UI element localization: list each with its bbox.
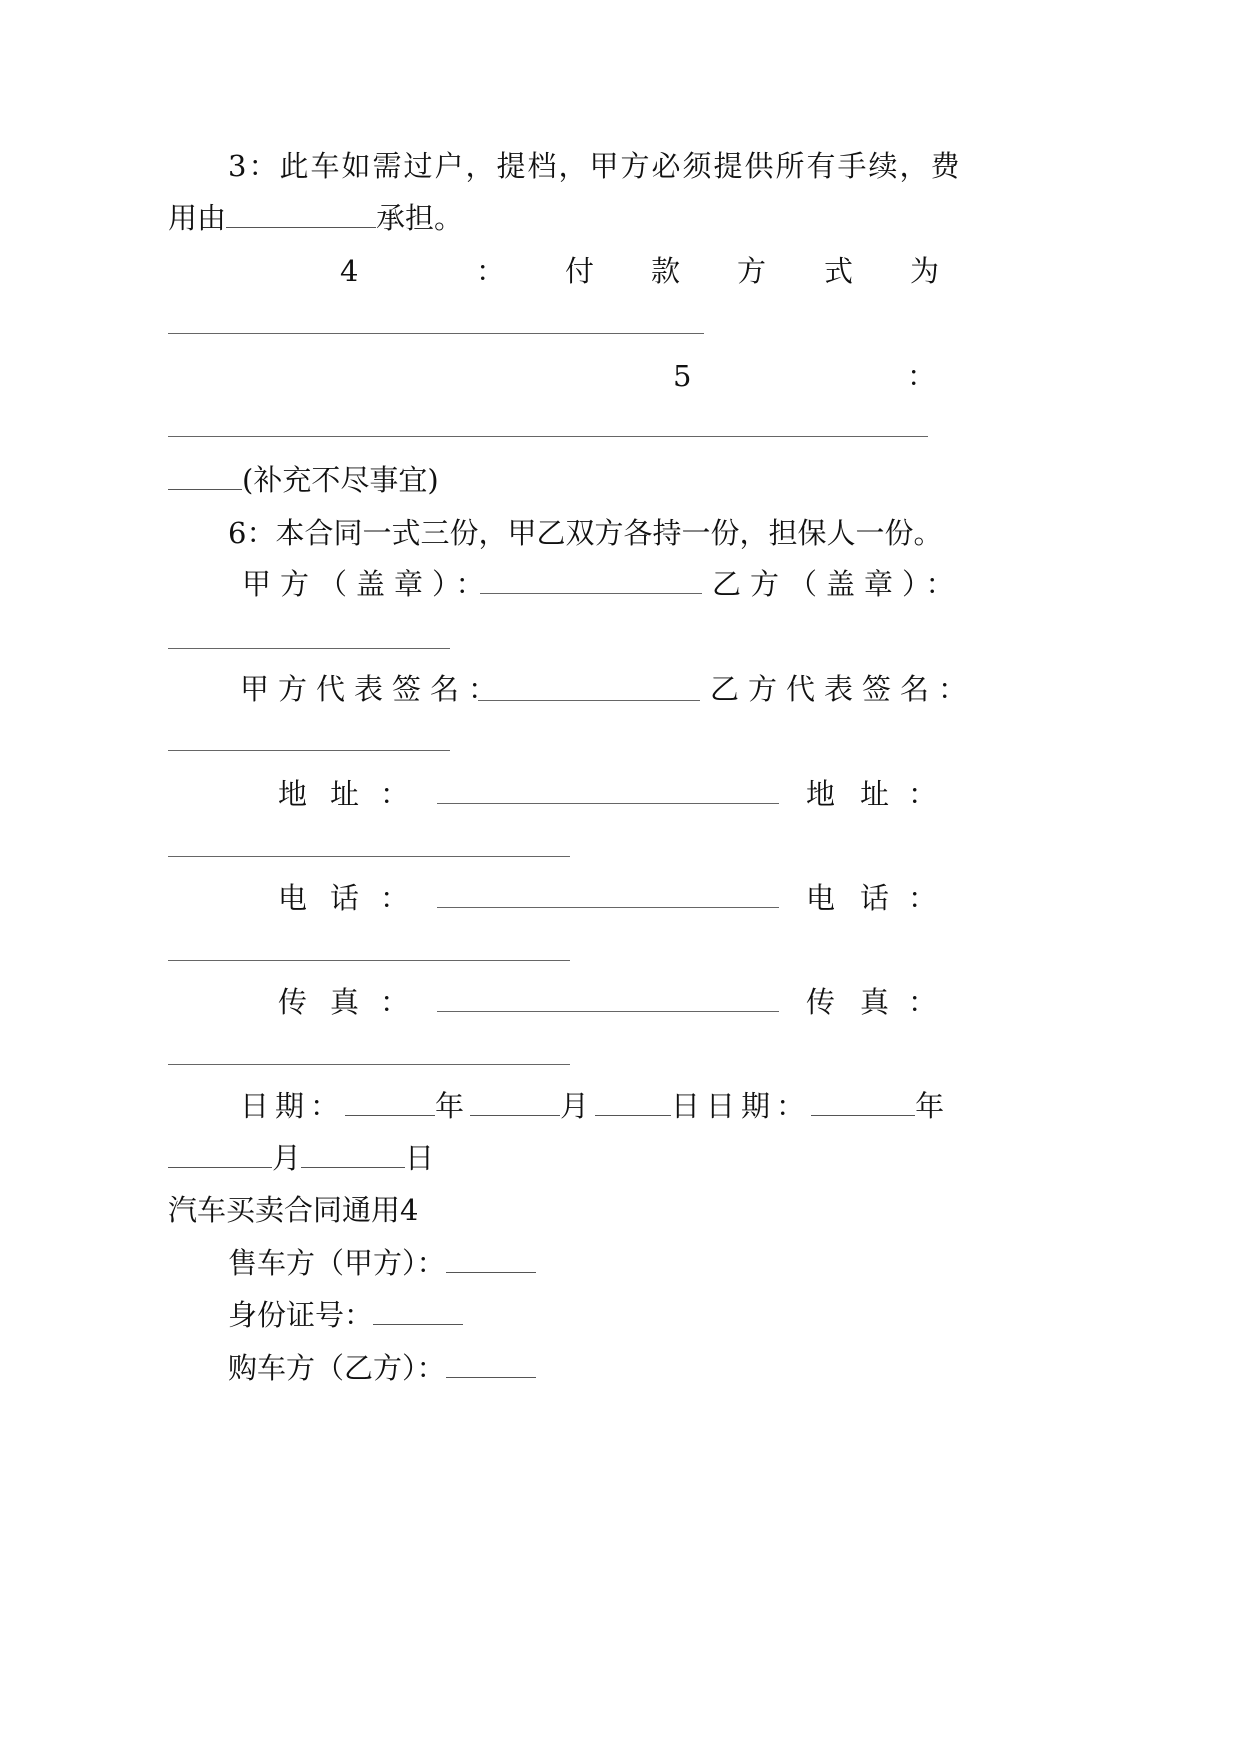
section-title: 汽车买卖合同通用4 bbox=[168, 1193, 419, 1227]
date-a-day-blank[interactable] bbox=[595, 1093, 671, 1116]
supplement-blank-1[interactable] bbox=[168, 436, 928, 437]
fax-b-char-1: 传 bbox=[806, 985, 836, 1019]
address-a-char-2: 址 bbox=[330, 777, 360, 811]
clause-3-text-a: 用由 bbox=[168, 201, 227, 235]
party-a-seal-label: 甲方（盖章）： bbox=[242, 567, 494, 601]
address-a-char-1: 地 bbox=[278, 777, 308, 811]
buyer-blank[interactable] bbox=[446, 1355, 536, 1378]
date-a-year-unit: 年 bbox=[435, 1089, 471, 1123]
address-a-blank[interactable] bbox=[437, 803, 779, 804]
party-a-rep-blank[interactable] bbox=[478, 700, 700, 701]
id-label: 身份证号： bbox=[228, 1298, 374, 1332]
clause-3-line-1: 3：此车如需过户，提档，甲方必须提供所有手续，费 bbox=[228, 149, 962, 183]
clause-4-word-5: 为 bbox=[910, 254, 940, 288]
date-b-month-unit: 月 bbox=[272, 1141, 302, 1175]
clause-3-text-b: 承担。 bbox=[376, 201, 464, 235]
supplement-note: (补充不尽事宜) bbox=[242, 463, 439, 497]
phone-b-colon: ： bbox=[908, 881, 938, 915]
address-b-colon: ： bbox=[908, 777, 938, 811]
phone-b-char-2: 话 bbox=[860, 881, 890, 915]
seller-line bbox=[228, 1245, 536, 1281]
party-a-rep-label: 甲方代表签名： bbox=[240, 672, 507, 706]
date-b-year-blank[interactable] bbox=[811, 1093, 915, 1116]
address-b-char-1: 地 bbox=[806, 777, 836, 811]
id-blank[interactable] bbox=[373, 1302, 463, 1325]
phone-a-char-1: 电 bbox=[278, 881, 308, 915]
phone-a-colon: ： bbox=[380, 881, 410, 915]
party-b-seal-blank[interactable] bbox=[168, 648, 450, 649]
date-b-day-unit: 日 bbox=[405, 1141, 435, 1175]
buyer-line bbox=[228, 1350, 536, 1386]
date-b-year-unit: 年 bbox=[915, 1089, 951, 1123]
payment-method-blank[interactable] bbox=[168, 333, 704, 334]
buyer-label: 购车方（乙方）： bbox=[228, 1351, 446, 1385]
clause-6: 6：本合同一式三份，甲乙双方各持一份，担保人一份。 bbox=[228, 516, 943, 550]
date-row-2 bbox=[168, 1140, 434, 1176]
address-b-char-2: 址 bbox=[860, 777, 890, 811]
date-a-month-blank[interactable] bbox=[470, 1093, 560, 1116]
clause-4-word-2: 款 bbox=[651, 254, 681, 288]
phone-b-blank[interactable] bbox=[168, 960, 570, 961]
fee-bearer-blank[interactable] bbox=[226, 205, 376, 228]
fax-a-blank[interactable] bbox=[437, 1011, 779, 1012]
fax-b-char-2: 真 bbox=[860, 985, 890, 1019]
fax-b-blank[interactable] bbox=[168, 1064, 570, 1065]
address-b-blank[interactable] bbox=[168, 856, 570, 857]
date-b-month-blank[interactable] bbox=[168, 1145, 272, 1168]
date-a-day-and-b-label: 日日期： bbox=[671, 1089, 812, 1123]
seller-blank[interactable] bbox=[446, 1250, 536, 1273]
party-a-seal-blank[interactable] bbox=[480, 593, 702, 594]
clause-3-line-2 bbox=[168, 200, 463, 236]
address-a-colon: ： bbox=[380, 777, 410, 811]
date-a-month-unit: 月 bbox=[560, 1089, 596, 1123]
date-a-year-blank[interactable] bbox=[345, 1093, 435, 1116]
date-a-label: 日期： bbox=[240, 1089, 346, 1123]
party-b-rep-label: 乙方代表签名： bbox=[710, 672, 977, 706]
clause-4-word-3: 方 bbox=[737, 254, 767, 288]
phone-a-blank[interactable] bbox=[437, 907, 779, 908]
clause-4-word-4: 式 bbox=[824, 254, 854, 288]
fax-a-char-2: 真 bbox=[330, 985, 360, 1019]
clause-5-supplement bbox=[168, 462, 439, 498]
supplement-blank-2[interactable] bbox=[168, 467, 242, 490]
clause-4-number: 4 bbox=[340, 254, 359, 288]
clause-4-colon: ： bbox=[476, 254, 506, 288]
fax-a-char-1: 传 bbox=[278, 985, 308, 1019]
date-row bbox=[240, 1088, 950, 1124]
date-b-day-blank[interactable] bbox=[301, 1145, 405, 1168]
clause-5-colon: ： bbox=[907, 359, 937, 393]
clause-4-word-1: 付 bbox=[565, 254, 595, 288]
fax-b-colon: ： bbox=[908, 985, 938, 1019]
fax-a-colon: ： bbox=[380, 985, 410, 1019]
phone-a-char-2: 话 bbox=[330, 881, 360, 915]
id-line bbox=[228, 1297, 463, 1333]
phone-b-char-1: 电 bbox=[806, 881, 836, 915]
seller-label: 售车方（甲方）： bbox=[228, 1246, 446, 1280]
clause-5-number: 5 bbox=[673, 359, 692, 393]
party-b-rep-blank[interactable] bbox=[168, 750, 450, 751]
party-b-seal-label: 乙方（盖章）： bbox=[712, 567, 964, 601]
